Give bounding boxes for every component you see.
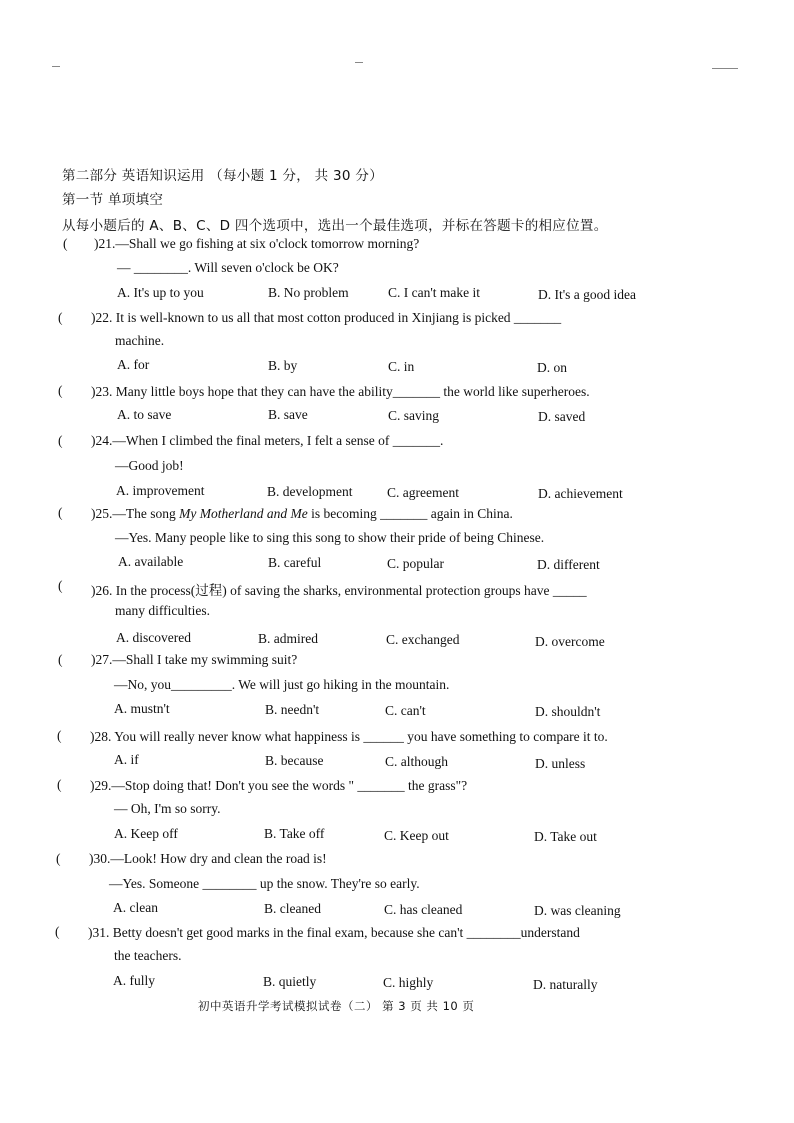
option-c: C. can't [385, 703, 426, 718]
question-continuation: —Yes. Many people like to sing this song to show their pride of being Chinese. [115, 530, 545, 545]
question-continuation: many difficulties. [115, 603, 210, 618]
question-stem: )22. It is well-known to us all that most cotton produced in Xinjiang is picked _______ [91, 310, 562, 325]
answer-bracket: ( [58, 578, 63, 593]
question-stem: )26. In the process(过程) of saving the sharks, environmental protection groups have _____ [91, 583, 587, 598]
option-c: C. I can't make it [388, 285, 481, 300]
question-stem: )30.—Look! How dry and clean the road is! [89, 851, 327, 866]
option-b: B. Take off [264, 826, 325, 841]
answer-bracket: ( [58, 652, 63, 667]
question-continuation: —Yes. Someone ________ up the snow. They're so early. [109, 876, 420, 891]
option-b: B. because [265, 753, 324, 768]
option-a: A. discovered [116, 630, 191, 645]
option-a: A. fully [113, 973, 155, 988]
question-stem: )28. You will really never know what happiness is ______ you have something to compare it to. [90, 729, 608, 744]
question-continuation: — ________. Will seven o'clock be OK? [117, 260, 339, 275]
option-d: D. on [537, 360, 567, 375]
song-title: My Motherland and Me [179, 506, 308, 521]
answer-bracket: ( [63, 236, 68, 251]
instruction: 从每小题后的 A、B、C、D 四个选项中，选出一个最佳选项，并标在答题卡的相应位置。 [62, 218, 608, 234]
option-d: D. different [537, 557, 600, 572]
option-d: D. saved [538, 409, 586, 424]
answer-bracket: ( [57, 777, 62, 792]
option-b: B. needn't [265, 702, 320, 717]
option-b: B. development [267, 484, 353, 499]
option-c: C. saving [388, 408, 440, 423]
question-continuation: machine. [115, 333, 165, 348]
option-d: D. unless [535, 756, 586, 771]
option-c: C. Keep out [384, 828, 449, 843]
answer-bracket: ( [55, 924, 60, 939]
option-a: A. Keep off [114, 826, 178, 841]
question-stem: )21.—Shall we go fishing at six o'clock tomorrow morning? [94, 236, 420, 251]
scan-mark [355, 62, 363, 63]
option-b: B. by [268, 358, 298, 373]
option-a: A. available [118, 554, 184, 569]
option-a: A. clean [113, 900, 158, 915]
option-a: A. improvement [116, 483, 205, 498]
option-c: C. agreement [387, 485, 459, 500]
option-a: A. if [114, 752, 139, 767]
answer-bracket: ( [58, 433, 63, 448]
option-c: C. highly [383, 975, 434, 990]
option-d: D. naturally [533, 977, 598, 992]
subsection-title: 第一节 单项填空 [62, 192, 164, 208]
question-stem: )25.—The song My Motherland and Me is becoming _______ again in China. [91, 506, 513, 521]
scan-mark [712, 68, 738, 69]
question-stem: )31. Betty doesn't get good marks in the final exam, because she can't ________understand [88, 925, 580, 940]
question-continuation: — Oh, I'm so sorry. [114, 801, 221, 816]
option-a: A. for [117, 357, 150, 372]
option-c: C. has cleaned [384, 902, 463, 917]
option-b: B. admired [258, 631, 318, 646]
option-c: C. popular [387, 556, 444, 571]
option-a: A. mustn't [114, 701, 170, 716]
option-b: B. careful [268, 555, 322, 570]
question-continuation: —Good job! [115, 458, 184, 473]
question-continuation: —No, you_________. We will just go hiking in the mountain. [114, 677, 450, 692]
option-b: B. cleaned [264, 901, 321, 916]
option-b: B. No problem [268, 285, 349, 300]
question-stem: )29.—Stop doing that! Don't you see the words " _______ the grass"? [90, 778, 468, 793]
option-c: C. in [388, 359, 415, 374]
option-d: D. shouldn't [535, 704, 601, 719]
question-stem: )24.—When I climbed the final meters, I felt a sense of _______. [91, 433, 444, 448]
scan-mark [52, 66, 60, 67]
page-footer: 初中英语升学考试模拟试卷（二） 第 3 页 共 10 页 [198, 999, 475, 1013]
question-stem: )23. Many little boys hope that they can have the ability_______ the world like superheroes. [91, 384, 590, 399]
option-c: C. although [385, 754, 448, 769]
answer-bracket: ( [58, 383, 63, 398]
option-d: D. It's a good idea [538, 287, 637, 302]
answer-bracket: ( [56, 851, 61, 866]
answer-bracket: ( [58, 310, 63, 325]
option-a: A. to save [117, 407, 172, 422]
option-d: D. achievement [538, 486, 623, 501]
option-b: B. quietly [263, 974, 317, 989]
part-title: 第二部分 英语知识运用 （每小题 1 分， 共 30 分） [62, 168, 384, 184]
option-c: C. exchanged [386, 632, 460, 647]
question-stem: )27.—Shall I take my swimming suit? [91, 652, 298, 667]
question-continuation: the teachers. [114, 948, 182, 963]
answer-bracket: ( [58, 505, 63, 520]
option-b: B. save [268, 407, 308, 422]
option-d: D. overcome [535, 634, 605, 649]
option-d: D. Take out [534, 829, 597, 844]
answer-bracket: ( [57, 728, 62, 743]
option-d: D. was cleaning [534, 903, 621, 918]
option-a: A. It's up to you [117, 285, 204, 300]
